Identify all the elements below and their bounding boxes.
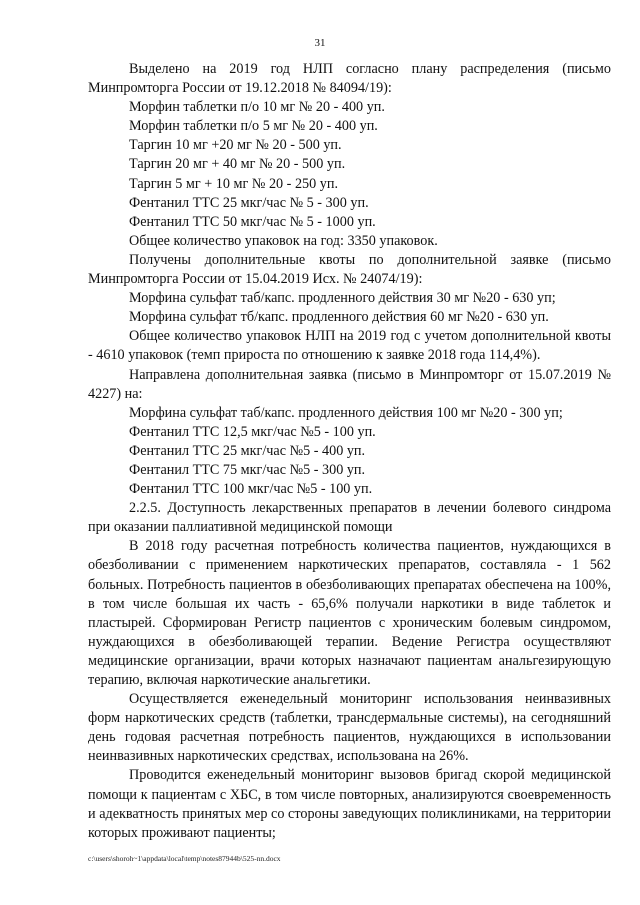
list-line: Морфина сульфат тб/капс. продленного действия 60 мг №20 - 630 уп. xyxy=(129,309,549,326)
paragraph: Направлена дополнительная заявка (письмо в Минпромторг от 15.07.2019 № 4227) на: xyxy=(88,366,611,402)
list-line: Морфин таблетки п/о 10 мг № 20 - 400 уп. xyxy=(129,99,385,116)
list-line: Таргин 5 мг + 10 мг № 20 - 250 уп. xyxy=(129,175,339,192)
list-line: Морфина сульфат таб/капс. продленного действия 100 мг №20 - 300 уп; xyxy=(129,404,563,421)
list-line: Фентанил ТТС 25 мкг/час № 5 - 300 уп. xyxy=(129,194,369,211)
paragraph: Осуществляется еженедельный мониторинг использования неинвазивных форм наркотических средств (таблетки, трансдермальные системы), на сегодняшний день годовая расчетная потребность пациентов, нуждающихся в использовании неинвазивных наркотических средствах, использована на 26%. xyxy=(88,691,611,765)
list-line: Общее количество упаковок на год: 3350 упаковок. xyxy=(129,232,438,249)
list-line: Фентанил ТТС 25 мкг/час №5 - 400 уп. xyxy=(129,442,366,459)
paragraph: 2.2.5. Доступность лекарственных препаратов в лечении болевого синдрома при оказании паллиативной медицинской помощи xyxy=(88,500,611,536)
list-line: Фентанил ТТС 75 мкг/час №5 - 300 уп. xyxy=(129,461,366,478)
list-line: Фентанил ТТС 12,5 мкг/час №5 - 100 уп. xyxy=(129,423,376,440)
paragraph: В 2018 году расчетная потребность количества пациентов, нуждающихся в обезболивании с применением наркотических препаратов, составляла - 1 562 больных. Потребность пациентов в обезболивающих препаратах обеспечена на 100%, в том числе большая их часть - 65,6% получали наркотики в виде таблеток и пластырей. Сформирован Регистр пациентов с хроническим болевым синдромом, нуждающихся в обезболивающей терапии. Ведение Регистра осуществляют медицинские организации, врачи которых назначают пациентам анальгезирующую терапию, включая наркотические анальгетики. xyxy=(88,538,611,688)
paragraph: Проводится еженедельный мониторинг вызовов бригад скорой медицинской помощи к пациентам с ХБС, в том числе повторных, анализируются своевременность и адекватность принятых мер со стороны заведующих поликлиниками, на территории которых проживают пациенты; xyxy=(88,767,611,841)
footer-file-path: c:\users\shoroh~1\appdata\local\temp\notes87944b\525-nn.docx xyxy=(88,854,281,863)
page-number: 31 xyxy=(314,37,326,49)
list-line: Таргин 10 мг +20 мг № 20 - 500 уп. xyxy=(129,137,342,154)
list-line: Таргин 20 мг + 40 мг № 20 - 500 уп. xyxy=(129,156,346,173)
list-line: Фентанил ТТС 100 мкг/час №5 - 100 уп. xyxy=(129,481,373,498)
paragraph: Получены дополнительные квоты по дополнительной заявке (письмо Минпромторга России от 15.04.2019 Исх. № 24074/19): xyxy=(88,251,611,288)
list-line: Фентанил ТТС 50 мкг/час № 5 - 1000 уп. xyxy=(129,213,376,230)
list-line: Морфин таблетки п/о 5 мг № 20 - 400 уп. xyxy=(129,118,378,135)
paragraph: Общее количество упаковок НЛП на 2019 год с учетом дополнительной квоты - 4610 упаковок (темп прироста по отношению к заявке 2018 года 114,4%). xyxy=(88,328,611,364)
document-body xyxy=(88,60,611,843)
list-line: Морфина сульфат таб/капс. продленного действия 30 мг №20 - 630 уп; xyxy=(129,290,556,307)
paragraph: Выделено на 2019 год НЛП согласно плану распределения (письмо Минпромторга России от 19.12.2018 № 84094/19): xyxy=(88,61,611,97)
